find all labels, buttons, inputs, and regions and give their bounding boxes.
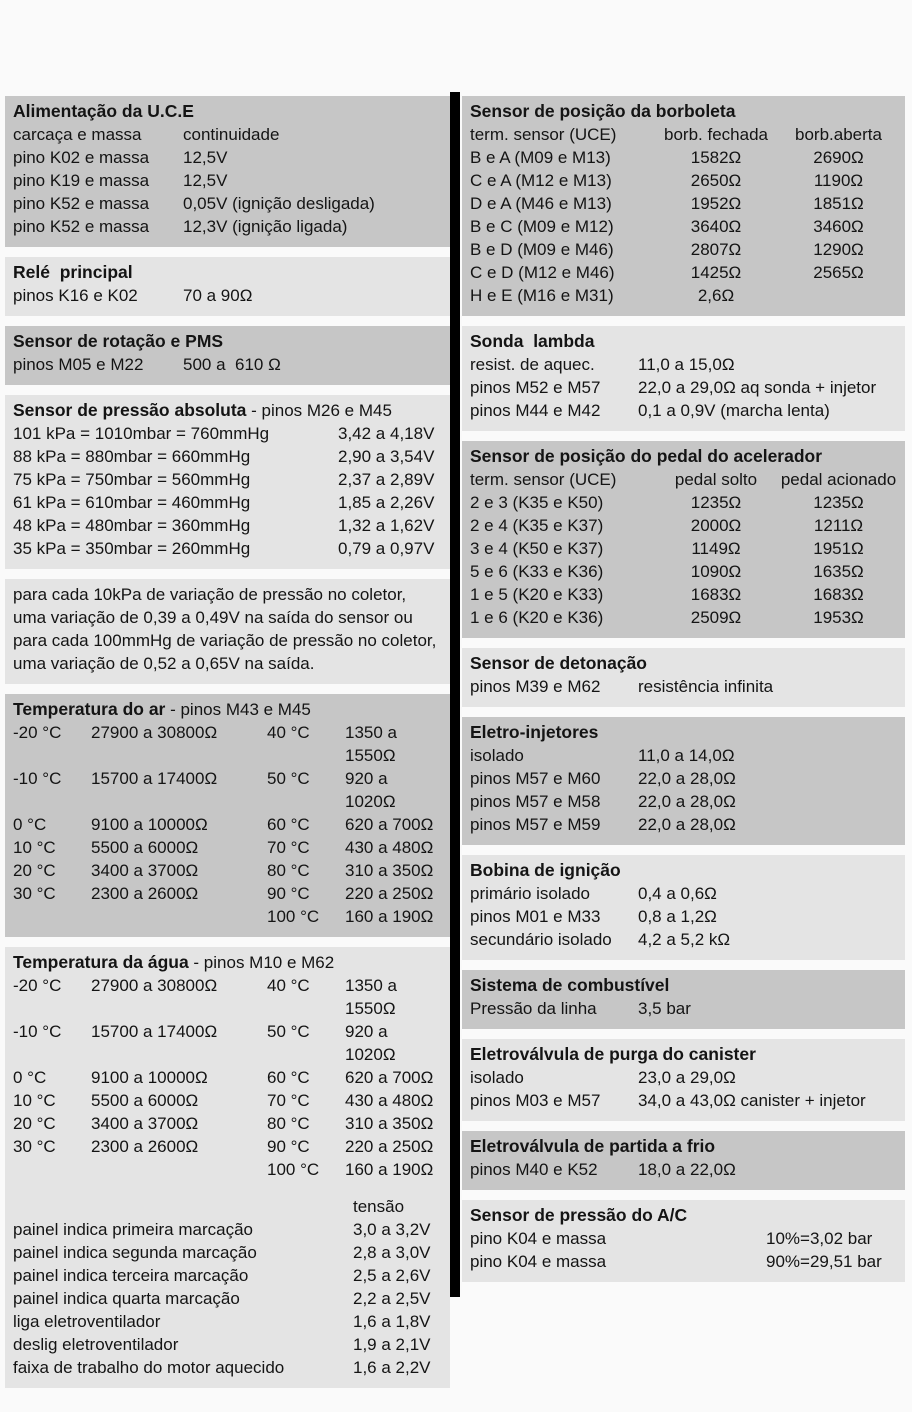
paragraph-line: uma variação de 0,52 a 0,65V na saída. xyxy=(13,654,315,673)
row-value: 2000Ω xyxy=(690,516,742,535)
spacer xyxy=(13,1181,442,1195)
section-sensor-detonacao xyxy=(462,648,905,707)
section-title-text: Sistema de combustível xyxy=(470,975,670,995)
row-value: 18,0 a 22,0Ω xyxy=(638,1160,736,1179)
row-value: 15700 a 17400Ω xyxy=(91,769,218,788)
row-value: resistência infinita xyxy=(638,677,774,696)
row-label: 5 e 6 (K33 e K36) xyxy=(470,562,604,581)
row-value: 1235Ω xyxy=(813,493,864,512)
row-value: 1350 a 1550Ω xyxy=(345,976,402,1018)
row-value: 2509Ω xyxy=(690,608,742,627)
row-value: 5500 a 6000Ω xyxy=(91,1091,199,1110)
table xyxy=(470,1158,897,1181)
row-label: pinos M57 e M60 xyxy=(470,769,601,788)
row-value: 1683Ω xyxy=(813,585,864,604)
row-value: 1635Ω xyxy=(813,562,864,581)
table xyxy=(470,997,897,1020)
row-value: 12,5V xyxy=(183,171,228,190)
row-value: continuidade xyxy=(183,125,280,144)
row-value: 70 a 90Ω xyxy=(183,286,253,305)
section-title xyxy=(470,445,897,468)
row-value: 310 a 350Ω xyxy=(345,1114,434,1133)
row-label: painel indica primeira marcação xyxy=(13,1220,254,1239)
table xyxy=(470,468,897,629)
section-title xyxy=(470,1135,897,1158)
row-label: pinos M05 e M22 xyxy=(13,355,144,374)
row-value: 1190Ω xyxy=(813,171,864,190)
row-value: 5500 a 6000Ω xyxy=(91,838,199,857)
row-value: 9100 a 10000Ω xyxy=(91,1068,208,1087)
row-value: 3460Ω xyxy=(813,217,864,236)
row-value: 2300 a 2600Ω xyxy=(91,1137,199,1156)
section-sensor-rotacao-pms xyxy=(5,326,450,385)
paragraph-line: para cada 10kPa de variação de pressão no coletor, xyxy=(13,585,407,604)
row-value: 220 a 250Ω xyxy=(345,1137,434,1156)
row-label: 0 °C xyxy=(13,1068,47,1087)
row-label: pino K02 e massa xyxy=(13,148,150,167)
row-label: pinos M57 e M58 xyxy=(470,792,601,811)
row-value: 12,5V xyxy=(183,148,228,167)
row-value: 22,0 a 28,0Ω xyxy=(638,769,736,788)
section-title xyxy=(470,330,897,353)
row-value: tensão xyxy=(353,1197,405,1216)
row-label: pino K04 e massa xyxy=(470,1229,607,1248)
column-header: pedal solto xyxy=(674,470,758,489)
row-label: primário isolado xyxy=(470,884,590,903)
section-title-text: Sensor de rotação e PMS xyxy=(13,331,224,351)
section-title-text: Sensor de posição do pedal do acelerador xyxy=(470,446,823,466)
row-value: 920 a 1020Ω xyxy=(345,769,396,811)
row-value: 4,2 a 5,2 kΩ xyxy=(638,930,731,949)
row-value: 1953Ω xyxy=(813,608,864,627)
section-sensor-pedal-acelerador xyxy=(462,441,905,638)
row-label: -20 °C xyxy=(13,723,62,742)
section-title-text: Temperatura do ar xyxy=(13,699,166,719)
column-header: borb. fechada xyxy=(664,125,768,144)
row-value: 1425Ω xyxy=(690,263,742,282)
row-label: 20 °C xyxy=(13,861,56,880)
row-label: pinos K16 e K02 xyxy=(13,286,138,305)
section-title-suffix: - pinos M26 e M45 xyxy=(246,401,392,420)
table xyxy=(470,882,897,951)
section-title-text: Sensor de posição da borboleta xyxy=(470,101,736,121)
row-value: 160 a 190Ω xyxy=(345,1160,434,1179)
row-value: 1290Ω xyxy=(813,240,864,259)
row-label: 2 e 3 (K35 e K50) xyxy=(470,493,604,512)
table xyxy=(13,284,442,307)
row-label: 10 °C xyxy=(13,1091,56,1110)
row-value: 2,8 a 3,0V xyxy=(353,1243,431,1262)
row-value: 1951Ω xyxy=(813,539,864,558)
row-label: isolado xyxy=(470,1068,524,1087)
row-value: 0,8 a 1,2Ω xyxy=(638,907,717,926)
row-value: 70 °C xyxy=(267,1091,310,1110)
section-rele-principal xyxy=(5,257,450,316)
row-value: 50 °C xyxy=(267,769,310,788)
row-label: D e A (M46 e M13) xyxy=(470,194,612,213)
row-label: B e D (M09 e M46) xyxy=(470,240,614,259)
row-label: deslig eletroventilador xyxy=(13,1335,179,1354)
column-header: term. sensor (UCE) xyxy=(470,470,617,489)
row-label: -10 °C xyxy=(13,769,62,788)
row-value: 1211Ω xyxy=(813,516,864,535)
row-label: carcaça e massa xyxy=(13,125,142,144)
section-bobina-ignicao xyxy=(462,855,905,960)
row-label: -20 °C xyxy=(13,976,62,995)
row-value: 15700 a 17400Ω xyxy=(91,1022,218,1041)
row-label: H e E (M16 e M31) xyxy=(470,286,614,305)
row-value: 620 a 700Ω xyxy=(345,815,434,834)
table xyxy=(13,1195,442,1379)
section-title xyxy=(470,974,897,997)
section-title xyxy=(13,330,442,353)
row-label: 61 kPa = 610mbar = 460mmHg xyxy=(13,493,251,512)
row-value: 1952Ω xyxy=(690,194,742,213)
row-label: pino K04 e massa xyxy=(470,1252,607,1271)
row-value: 50 °C xyxy=(267,1022,310,1041)
row-value: 1,6 a 1,8V xyxy=(353,1312,431,1331)
section-title-text: Eletroválvula de purga do canister xyxy=(470,1044,756,1064)
row-value: 1090Ω xyxy=(690,562,742,581)
row-value: 22,0 a 28,0Ω xyxy=(638,792,736,811)
row-value: 1851Ω xyxy=(813,194,864,213)
row-label: painel indica terceira marcação xyxy=(13,1266,249,1285)
row-value: 23,0 a 29,0Ω xyxy=(638,1068,736,1087)
row-value: 920 a 1020Ω xyxy=(345,1022,396,1064)
row-label: pinos M44 e M42 xyxy=(470,401,601,420)
row-value: 3400 a 3700Ω xyxy=(91,861,199,880)
section-title xyxy=(13,261,442,284)
section-title xyxy=(13,100,442,123)
section-title xyxy=(13,698,442,721)
row-value xyxy=(91,1158,267,1181)
row-value: 80 °C xyxy=(267,861,310,880)
row-label: pinos M40 e K52 xyxy=(470,1160,598,1179)
row-value: 3,42 a 4,18V xyxy=(338,424,435,443)
column-right xyxy=(462,92,905,1297)
row-value: 620 a 700Ω xyxy=(345,1068,434,1087)
row-value: 27900 a 30800Ω xyxy=(91,723,218,742)
row-value: 40 °C xyxy=(267,976,310,995)
row-value: 3640Ω xyxy=(690,217,742,236)
row-label: C e D (M12 e M46) xyxy=(470,263,615,282)
section-title-text: Relé principal xyxy=(13,262,133,282)
column-header: borb.aberta xyxy=(795,125,882,144)
paragraph xyxy=(13,583,442,675)
row-value: 430 a 480Ω xyxy=(345,1091,434,1110)
row-value: 90 °C xyxy=(267,1137,310,1156)
table xyxy=(13,422,442,560)
row-label: 3 e 4 (K50 e K37) xyxy=(470,539,604,558)
row-label: 88 kPa = 880mbar = 660mmHg xyxy=(13,447,251,466)
row-value: 1683Ω xyxy=(690,585,742,604)
row-label: pinos M01 e M33 xyxy=(470,907,601,926)
table xyxy=(470,353,897,422)
column-divider xyxy=(450,92,460,1297)
section-sonda-lambda xyxy=(462,326,905,431)
table xyxy=(470,675,897,698)
row-value: 430 a 480Ω xyxy=(345,838,434,857)
table xyxy=(470,744,897,836)
row-label: B e C (M09 e M12) xyxy=(470,217,614,236)
row-value: 40 °C xyxy=(267,723,310,742)
row-value: 2565Ω xyxy=(813,263,864,282)
row-value: 1235Ω xyxy=(690,493,742,512)
section-title xyxy=(470,1204,897,1227)
row-label: pino K52 e massa xyxy=(13,194,150,213)
section-eletrovalvula-partida-frio xyxy=(462,1131,905,1190)
row-value: 22,0 a 28,0Ω xyxy=(638,815,736,834)
table xyxy=(13,353,442,376)
table xyxy=(13,974,442,1181)
section-title xyxy=(13,399,442,422)
row-value: 0,1 a 0,9V (marcha lenta) xyxy=(638,401,830,420)
section-title xyxy=(470,100,897,123)
row-label: 2 e 4 (K35 e K37) xyxy=(470,516,604,535)
section-title-text: Sensor de detonação xyxy=(470,653,647,673)
row-value: 3,5 bar xyxy=(638,999,691,1018)
row-value: 2690Ω xyxy=(813,148,864,167)
column-header: pedal acionado xyxy=(780,470,897,489)
row-label: pinos M03 e M57 xyxy=(470,1091,601,1110)
row-label xyxy=(13,1195,353,1218)
row-value: 12,3V (ignição ligada) xyxy=(183,217,348,236)
row-value: 2,6Ω xyxy=(697,286,735,305)
row-value: 0,4 a 0,6Ω xyxy=(638,884,717,903)
row-value: 2,37 a 2,89V xyxy=(338,470,435,489)
section-title xyxy=(470,652,897,675)
table xyxy=(13,123,442,238)
row-label: isolado xyxy=(470,746,524,765)
row-value: 500 a 610 Ω xyxy=(183,355,281,374)
section-sistema-combustivel xyxy=(462,970,905,1029)
section-title-suffix: - pinos M43 e M45 xyxy=(165,700,311,719)
row-label: painel indica segunda marcação xyxy=(13,1243,257,1262)
row-value: 0,05V (ignição desligada) xyxy=(183,194,375,213)
table xyxy=(13,721,442,928)
row-label: C e A (M12 e M13) xyxy=(470,171,612,190)
row-value: 11,0 a 14,0Ω xyxy=(638,746,735,765)
row-label: 1 e 5 (K20 e K33) xyxy=(470,585,604,604)
row-label: 75 kPa = 750mbar = 560mmHg xyxy=(13,470,251,489)
row-value: 3400 a 3700Ω xyxy=(91,1114,199,1133)
row-value: 2807Ω xyxy=(690,240,742,259)
row-label: pinos M39 e M62 xyxy=(470,677,601,696)
row-label: pino K19 e massa xyxy=(13,171,150,190)
row-label: 10 °C xyxy=(13,838,56,857)
row-value: 60 °C xyxy=(267,1068,310,1087)
row-value xyxy=(91,905,267,928)
row-value: 160 a 190Ω xyxy=(345,907,434,926)
row-value: 2,2 a 2,5V xyxy=(353,1289,431,1308)
row-value: 27900 a 30800Ω xyxy=(91,976,218,995)
column-header: term. sensor (UCE) xyxy=(470,125,617,144)
row-value: 70 °C xyxy=(267,838,310,857)
row-label: 30 °C xyxy=(13,884,56,903)
row-label: 35 kPa = 350mbar = 260mmHg xyxy=(13,539,251,558)
row-value: 310 a 350Ω xyxy=(345,861,434,880)
row-value: 90 °C xyxy=(267,884,310,903)
row-label: secundário isolado xyxy=(470,930,612,949)
section-title-text: Sensor de pressão absoluta xyxy=(13,400,247,420)
section-sensor-pressao-absoluta xyxy=(5,395,450,569)
section-title xyxy=(13,951,442,974)
row-value: 100 °C xyxy=(267,907,320,926)
section-title-text: Bobina de ignição xyxy=(470,860,621,880)
row-value: 2,5 a 2,6V xyxy=(353,1266,431,1285)
section-title-suffix: - pinos M10 e M62 xyxy=(188,953,335,972)
row-value: 2650Ω xyxy=(690,171,742,190)
table xyxy=(470,123,897,307)
row-value: 0,79 a 0,97V xyxy=(338,539,435,558)
section-alimentacao-uce xyxy=(5,96,450,247)
row-value: 10%=3,02 bar xyxy=(766,1229,873,1248)
row-label: pinos M57 e M59 xyxy=(470,815,601,834)
row-value: 1,9 a 2,1V xyxy=(353,1335,431,1354)
row-value: 220 a 250Ω xyxy=(345,884,434,903)
paragraph-line: uma variação de 0,39 a 0,49V na saída do sensor ou xyxy=(13,608,413,627)
row-label: painel indica quarta marcação xyxy=(13,1289,240,1308)
row-value: 1,6 a 2,2V xyxy=(353,1358,431,1377)
row-value xyxy=(780,284,897,307)
row-value: 90%=29,51 bar xyxy=(766,1252,882,1271)
section-sensor-posicao-borboleta xyxy=(462,96,905,316)
section-sensor-pressao-ac xyxy=(462,1200,905,1282)
row-label: 30 °C xyxy=(13,1137,56,1156)
section-title-text: Eletroválvula de partida a frio xyxy=(470,1136,716,1156)
section-title xyxy=(470,1043,897,1066)
row-value: 22,0 a 29,0Ω aq sonda + injetor xyxy=(638,378,877,397)
row-value: 60 °C xyxy=(267,815,310,834)
row-label: faixa de trabalho do motor aquecido xyxy=(13,1358,285,1377)
row-value: 1,32 a 1,62V xyxy=(338,516,435,535)
row-value: 1,85 a 2,26V xyxy=(338,493,435,512)
row-label: 48 kPa = 480mbar = 360mmHg xyxy=(13,516,251,535)
row-value: 9100 a 10000Ω xyxy=(91,815,208,834)
table xyxy=(470,1227,897,1273)
section-title-text: Sonda lambda xyxy=(470,331,595,351)
row-value: 34,0 a 43,0Ω canister + injetor xyxy=(638,1091,866,1110)
section-title-text: Eletro-injetores xyxy=(470,722,599,742)
row-label: 0 °C xyxy=(13,815,47,834)
column-left xyxy=(5,92,450,1377)
row-label: pinos M52 e M57 xyxy=(470,378,601,397)
section-title-text: Temperatura da água xyxy=(13,952,189,972)
section-eletro-injetores xyxy=(462,717,905,845)
row-label: pino K52 e massa xyxy=(13,217,150,236)
row-value: 2,90 a 3,54V xyxy=(338,447,435,466)
row-label: -10 °C xyxy=(13,1022,62,1041)
row-label: resist. de aquec. xyxy=(470,355,595,374)
paragraph-line: para cada 100mmHg de variação de pressão no coletor, xyxy=(13,631,437,650)
section-temperatura-do-ar xyxy=(5,694,450,937)
row-label: liga eletroventilador xyxy=(13,1312,161,1331)
section-eletrovalvula-purga-canister xyxy=(462,1039,905,1121)
section-title-text: Sensor de pressão do A/C xyxy=(470,1205,688,1225)
row-label: 1 e 6 (K20 e K36) xyxy=(470,608,604,627)
section-nota-variacao-pressao xyxy=(5,579,450,684)
row-value: 3,0 a 3,2V xyxy=(353,1220,431,1239)
row-label: B e A (M09 e M13) xyxy=(470,148,611,167)
row-label: 20 °C xyxy=(13,1114,56,1133)
row-value: 1149Ω xyxy=(691,539,741,558)
page xyxy=(0,92,912,1377)
table xyxy=(470,1066,897,1112)
row-value: 100 °C xyxy=(267,1160,320,1179)
row-value: 2300 a 2600Ω xyxy=(91,884,199,903)
row-label xyxy=(13,905,91,928)
row-label xyxy=(13,1158,91,1181)
section-title-text: Alimentação da U.C.E xyxy=(13,101,194,121)
section-title xyxy=(470,859,897,882)
row-value: 1582Ω xyxy=(690,148,742,167)
row-value: 1350 a 1550Ω xyxy=(345,723,402,765)
section-temperatura-da-agua xyxy=(5,947,450,1388)
row-label: Pressão da linha xyxy=(470,999,597,1018)
row-value: 80 °C xyxy=(267,1114,310,1133)
row-label: 101 kPa = 1010mbar = 760mmHg xyxy=(13,424,270,443)
row-value: 11,0 a 15,0Ω xyxy=(638,355,735,374)
section-title xyxy=(470,721,897,744)
